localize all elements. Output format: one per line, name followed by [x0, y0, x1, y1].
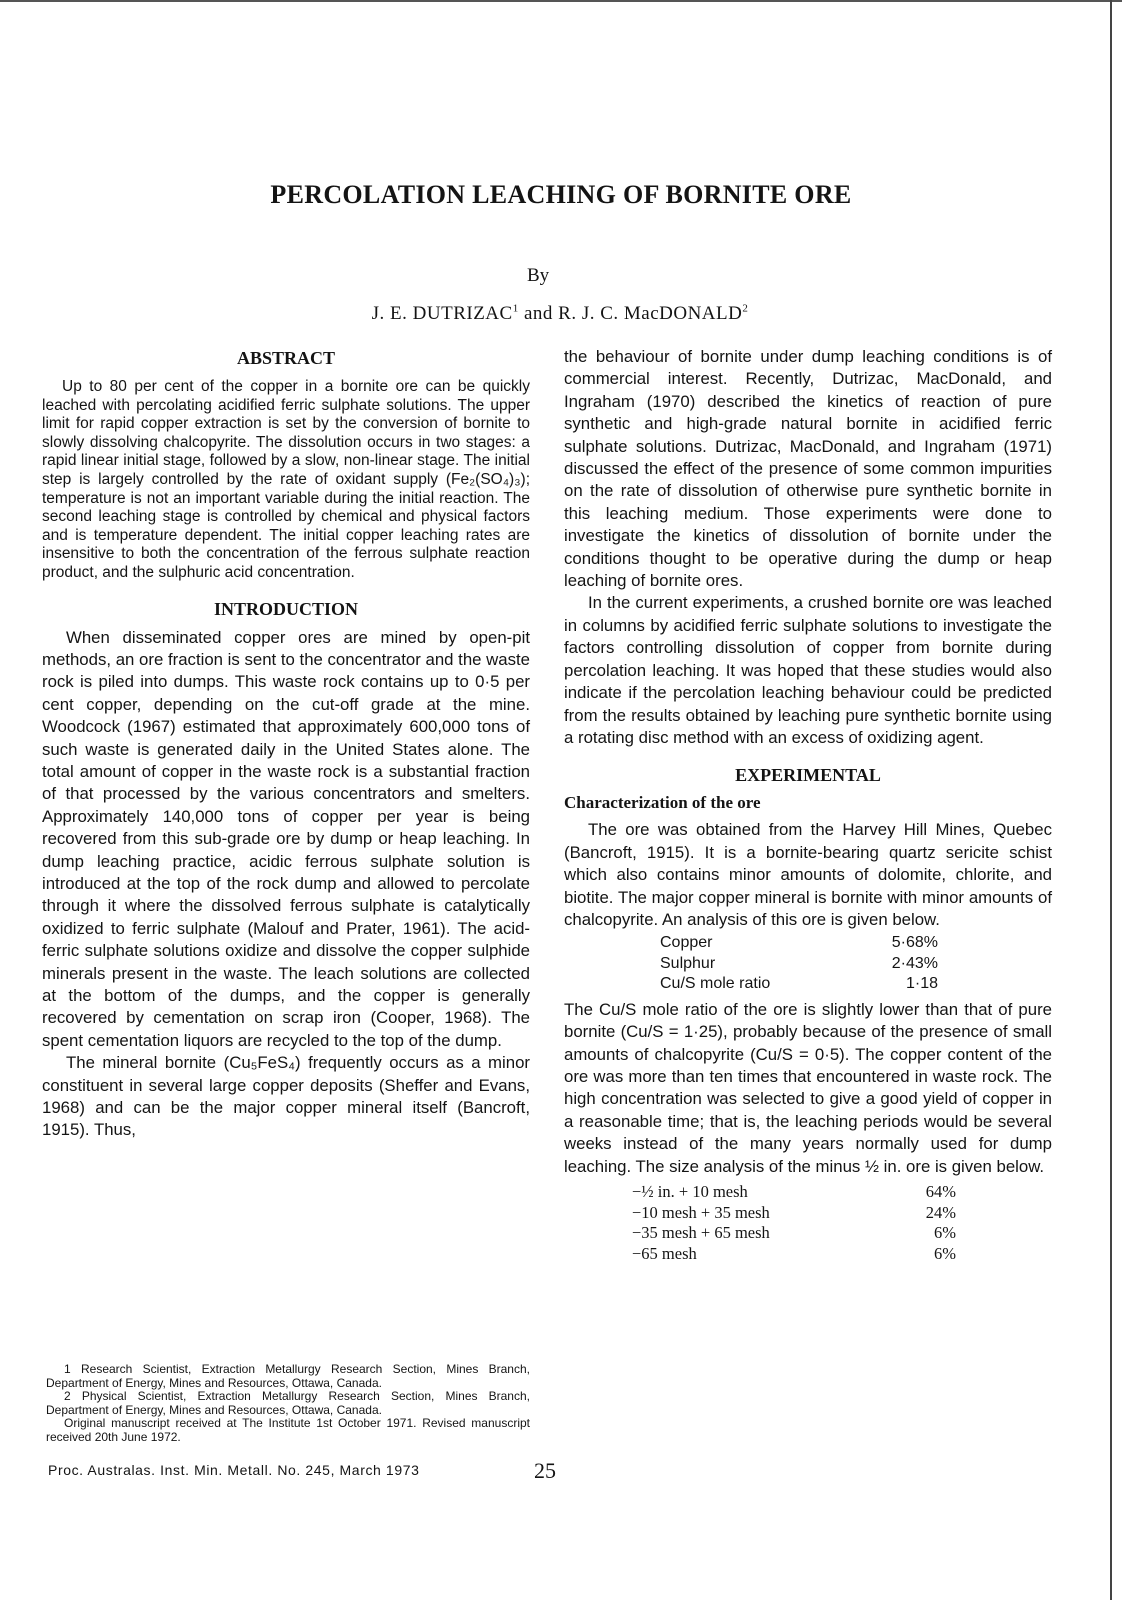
introduction-paragraph-3: In the current experiments, a crushed bornite ore was leached in columns by acidified ferric sulphate solutions to investigate the factors controlling dissolution of copper from bornite during percolation leaching. It was hoped that these studies would also indicate if the percolation leaching behaviour could be predicted from the results obtained by leaching pure synthetic bornite using a rotating disc method with an excess of oxidizing agent.	[564, 593, 1052, 747]
size-label: −10 mesh + 35 mesh	[632, 1202, 770, 1222]
table-row	[632, 1203, 956, 1224]
size-value: 64%	[925, 1182, 956, 1202]
table-row	[632, 1182, 956, 1203]
introduction-heading: INTRODUCTION	[213, 598, 359, 619]
experimental-paragraph-2: The Cu/S mole ratio of the ore is slightly lower than that of pure bornite (Cu/S = 1·25), probably because of the presence of small amounts of chalcopyrite (Cu/S = 0·5). The copper content of the ore was more than ten times that encountered in waste rock. The high concentration was selected to give a good yield of copper in a reasonable time; that is, the leaching periods would be several weeks instead of the many years normally used for dump leaching. The size analysis of the minus ½ in. ore is given below.	[564, 999, 1052, 1176]
experimental-paragraph-1: The ore was obtained from the Harvey Hill Mines, Quebec (Bancroft, 1915). It is a bornite-bearing quartz sericite schist which also contains minor amounts of dolomite, chlorite, and biotite. The major copper mineral is bornite with minor amounts of chalcopyrite. An analysis of this ore is given below.	[564, 820, 1052, 929]
byline: By	[527, 265, 550, 286]
analysis-value: 2·43%	[891, 954, 938, 972]
size-value: 6%	[934, 1243, 956, 1263]
size-label: −½ in. + 10 mesh	[632, 1182, 748, 1202]
author-2: R. J. C. MacDONALD	[558, 303, 743, 324]
analysis-value: 1·18	[905, 975, 938, 993]
intro-p2-formula: (Cu₅FeS₄)	[223, 1053, 301, 1073]
footnote-1: 1 Research Scientist, Extraction Metallurgy Research Section, Mines Branch, Department of Energy, Mines and Resources, Ottawa, Canada.	[46, 1362, 530, 1390]
size-analysis-table	[632, 1182, 956, 1264]
table-row	[632, 1244, 956, 1265]
abstract-text-a: Up to 80 per cent of the copper in a bornite ore can be quickly leached with percolating acidified ferric sulphate solutions. The upper limit for rapid copper extraction is set by the conversion of bornite to slowly dissolving chalcopyrite. The dissolution occurs in two stages: a rapid linear initial stage, followed by a slow, non-linear stage. The initial step is largely controlled by the rate of oxidant supply	[42, 378, 530, 488]
ore-analysis-table	[660, 933, 938, 995]
author-1-footnote-mark: 1	[512, 302, 519, 315]
analysis-value: 5·68%	[891, 934, 938, 952]
table-row	[660, 974, 938, 995]
introduction-paragraph-2	[42, 1052, 530, 1142]
page-number: 25	[534, 1458, 556, 1483]
author-conjunction: and	[523, 303, 553, 324]
intro-p2-text-a: The mineral bornite	[66, 1053, 217, 1073]
analysis-label: Copper	[660, 934, 713, 952]
abstract-heading: ABSTRACT	[236, 348, 336, 368]
abstract-text-b: ; temperature is not an important variable during the initial reaction. The second leaching stage is controlled by chemical and physical factors and is temperature dependent. The initial copper leaching rates are insensitive to both the concentration of the ferrous sulphate reaction product, and the sulphuric acid concentration.	[42, 470, 530, 581]
right-column	[564, 346, 1052, 1264]
top-border	[0, 0, 1122, 2]
footnotes	[46, 1363, 530, 1444]
author-1: J. E. DUTRIZAC	[371, 303, 513, 324]
characterization-subheading: Characterization of the ore	[564, 793, 761, 813]
abstract-paragraph	[42, 378, 530, 583]
table-row	[660, 933, 938, 954]
table-row	[632, 1223, 956, 1244]
intro-p2-text-b: frequently occurs as a minor constituent in several large copper deposits (Sheffer and Evans, 1968) and can be the major copper mineral itself (Bancroft, 1915). Thus,	[42, 1053, 531, 1140]
size-value: 6%	[934, 1223, 956, 1243]
left-column	[42, 346, 530, 1142]
footnote-2: 2 Physical Scientist, Extraction Metallurgy Research Section, Mines Branch, Department of Energy, Mines and Resources, Ottawa, Canada.	[46, 1389, 530, 1417]
experimental-heading: EXPERIMENTAL	[735, 765, 881, 786]
footnote-received: Original manuscript received at The Institute 1st October 1971. Revised manuscript received 20th June 1972.	[46, 1416, 530, 1444]
analysis-label: Sulphur	[660, 954, 716, 972]
author-line	[280, 303, 840, 325]
journal-citation: Proc. Australas. Inst. Min. Metall. No. 245, March 1973	[48, 1462, 420, 1478]
table-row	[660, 954, 938, 975]
analysis-label: Cu/S mole ratio	[660, 975, 771, 993]
abstract-formula: (Fe₂(SO₄)₃)	[445, 470, 526, 488]
size-label: −35 mesh + 65 mesh	[632, 1223, 770, 1243]
introduction-paragraph-1: When disseminated copper ores are mined by open-pit methods, an ore fraction is sent to the concentrator and the waste rock is piled into dumps. This waste rock contains up to 0·5 per cent copper, depending on the cut-off grade at the mine. Woodcock (1967) estimated that approximately 600,000 tons of such waste is generated daily in the United States alone. The total amount of copper in the waste rock is a substantial fraction of that processed by the various concentrators and smelters. Approximately 140,000 tons of copper per year is being recovered from this sub-grade ore by dump or heap leaching. In dump leaching practice, acidic ferrous sulphate solution is introduced at the top of the rock dump and allowed to percolate through it where the dissolved ferrous sulphate is catalytically oxidized to ferric sulphate (Malouf and Prater, 1961). The acid-ferric sulphate solutions oxidize and dissolve the copper sulphide minerals present in the waste. The leach solutions are collected at the bottom of the dumps, and the copper is generally recovered by cementation on scrap iron (Cooper, 1968). The spent cementation liquors are recycled to the top of the dump.	[42, 627, 530, 1050]
size-label: −65 mesh	[632, 1243, 697, 1263]
introduction-paragraph-2-continued: the behaviour of bornite under dump leaching conditions is of commercial interest. Recently, Dutrizac, MacDonald, and Ingraham (1970) described the kinetics of reaction of pure synthetic and high-grade natural bornite in acidified ferric sulphate solutions. Dutrizac, MacDonald, and Ingraham (1971) discussed the effect of the presence of some common impurities on the rate of dissolution of otherwise pure synthetic bornite in this leaching medium. Those experiments were done to investigate the kinetics of dissolution of bornite under the conditions thought to be operative during the dump or heap leaching of bornite ores.	[564, 347, 1052, 591]
size-value: 24%	[925, 1202, 956, 1222]
paper-title: PERCOLATION LEACHING OF BORNITE ORE	[270, 180, 852, 209]
right-border	[1110, 0, 1112, 1600]
author-2-footnote-mark: 2	[742, 302, 749, 315]
